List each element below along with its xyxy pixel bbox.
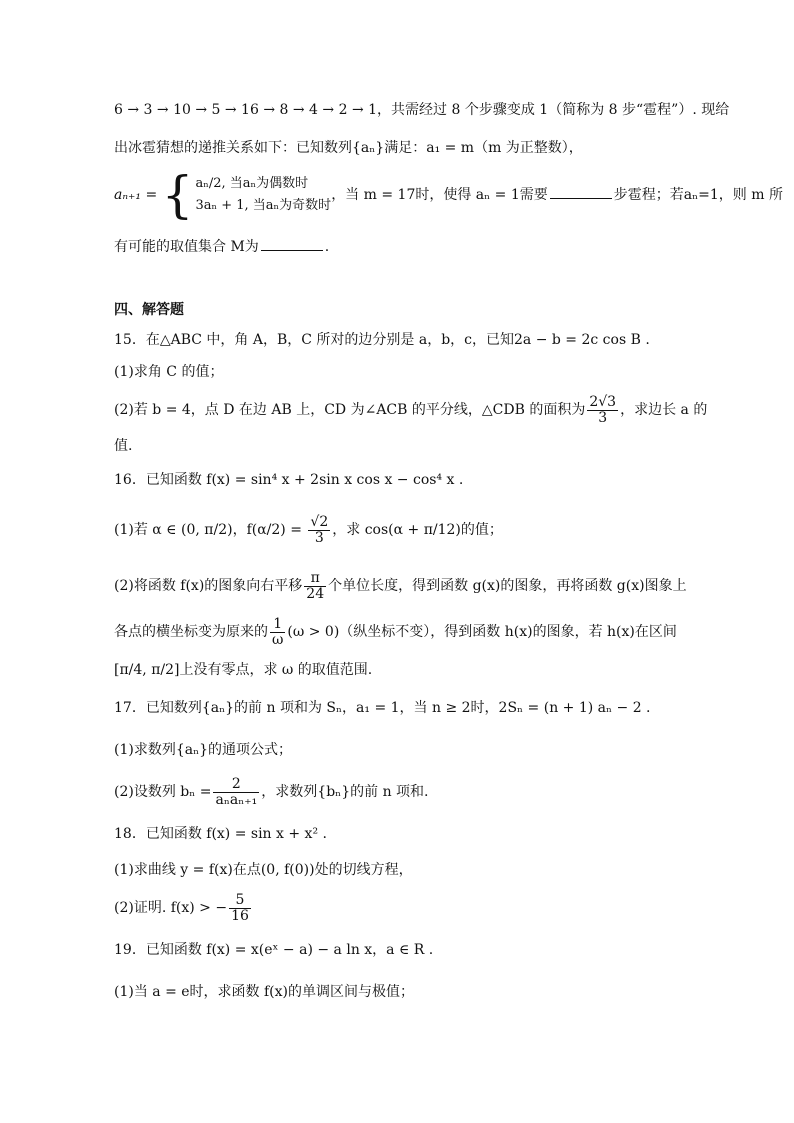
p16-value-den: 3 <box>314 529 324 546</box>
p17-fraction-num: 2 <box>213 777 259 793</box>
p16-part1-b: ，f <box>232 522 252 538</box>
recurrence-text-2: 步雹程；若aₙ=1，则 m 所 <box>613 187 783 203</box>
area-fraction-num: 2√3 <box>589 393 617 410</box>
p16-part1-arg: (α/2) <box>251 522 286 538</box>
problem-15-part-2-end: ，求边长 a 的 <box>620 402 708 418</box>
intro-line-4-text: 有可能的取值集合 M为 <box>114 239 259 255</box>
problem-17-part-1: (1)求数列{aₙ}的通项公式； <box>114 742 293 758</box>
area-fraction <box>587 395 618 426</box>
problem-18-part-1: (1)求曲线 y = f(x)在点(0, f(0))处的切线方程， <box>114 862 413 878</box>
p16-value-fraction <box>308 515 330 546</box>
p18-part2-a: (2)证明. f(x) > − <box>114 900 228 916</box>
problem-16-stem: 16．已知函数 f(x) = sin⁴ x + 2sin x cos x − cos⁴ x . <box>114 472 464 488</box>
intro-line-2: 出冰雹猜想的递推关系如下：已知数列{aₙ}满足：a₁ = m（m 为正整数）， <box>114 140 583 156</box>
p16-scale-den: ω <box>272 631 284 648</box>
problem-18-stem: 18．已知函数 f(x) = sin x + x² . <box>114 826 327 842</box>
intro-line-4-end: . <box>324 239 330 255</box>
problem-17-part-2 <box>114 772 694 812</box>
case-odd: 3aₙ + 1, 当aₙ为奇数时 <box>195 198 332 213</box>
problem-19-stem: 19．已知函数 f(x) = x(eˣ − a) − a ln x，a ∈ R . <box>114 942 434 958</box>
hailstone-sequence: 6 → 3 → 10 → 5 → 16 → 8 → 4 → 2 → 1 <box>114 102 378 118</box>
p16-part1-c: ，求 cos <box>332 522 389 538</box>
p17-part2-b: ，求数列{bₙ}的前 n 项和. <box>261 784 429 800</box>
p16-part2-c: 各点的横坐标变为原来的 <box>114 624 268 640</box>
p18-fraction-den: 16 <box>231 907 249 924</box>
answer-blank-2[interactable] <box>261 236 323 251</box>
problem-16-part-2 <box>114 566 694 606</box>
area-fraction-den: 3 <box>598 409 608 426</box>
problem-18-part-2 <box>114 888 694 928</box>
p16-part2-e: 上没有零点，求 ω 的取值范围. <box>179 662 373 678</box>
p18-fraction-num: 5 <box>229 893 251 909</box>
problem-15-stem: 15．在△ABC 中，角 A，B，C 所对的边分别是 a，b，c，已知2a − b = 2c cos B . <box>114 332 650 348</box>
problem-15-part-2-text: (2)若 b = 4，点 D 在边 AB 上，CD 为∠ACB 的平分线，△CDB 的面积为 <box>114 402 586 418</box>
problem-19-part-1: (1)当 a = e时，求函数 f(x)的单调区间与极值； <box>114 984 414 1000</box>
problem-16-part-1 <box>114 510 694 550</box>
intro-line-1-text: ，共需经过 8 个步骤变成 1（简称为 8 步“雹程”）. 现给 <box>377 102 730 118</box>
p16-part2-b: 个单位长度，得到函数 g(x)的图象，再将函数 g(x)图象上 <box>328 578 687 594</box>
intro-line-1 <box>114 100 730 120</box>
intro-line-4 <box>114 236 694 257</box>
p17-fraction <box>213 777 259 808</box>
recurrence-cases <box>195 173 331 217</box>
p16-shift-num: π <box>304 571 326 587</box>
problem-16-part-2-line-3 <box>114 660 694 680</box>
problem-15-part-2 <box>114 390 708 430</box>
p16-value-num: √2 <box>310 513 329 530</box>
p16-shift-den: 24 <box>306 585 325 602</box>
p16-part2-a: (2)将函数 f(x)的图象向右平移 <box>114 578 303 594</box>
problem-17-stem: 17．已知数列{aₙ}的前 n 项和为 Sₙ，a₁ = 1，当 n ≥ 2时，2Sₙ = (n + 1) aₙ − 2 . <box>114 700 651 716</box>
recurrence-lhs: aₙ₊₁ = <box>114 187 158 203</box>
cases-brace: { <box>161 166 194 224</box>
case-even: aₙ/2, 当aₙ为偶数时 <box>195 176 309 191</box>
problem-15-part-2-cont: 值. <box>114 438 133 454</box>
section-heading: 四、解答题 <box>114 302 184 318</box>
p16-part1-a: (1)若 α ∈ <box>114 522 177 538</box>
answer-blank-1[interactable] <box>550 184 612 199</box>
recurrence-line <box>114 166 783 224</box>
p16-part2-d: (ω > 0)（纵坐标不变），得到函数 h(x)的图象，若 h(x)在区间 <box>287 624 677 640</box>
p16-scale-num: 1 <box>270 617 285 633</box>
p16-part1-d: 的值； <box>460 522 503 538</box>
problem-15-part-1: (1)求角 C 的值； <box>114 364 224 380</box>
p16-eq: = <box>290 522 302 538</box>
p16-interval: (0, π/2) <box>181 522 233 538</box>
p16-interval-2: [π/4, π/2] <box>114 662 180 678</box>
p16-scale-fraction <box>270 617 285 648</box>
p16-shift-fraction <box>304 571 326 602</box>
recurrence-text: ，当 m = 17时，使得 aₙ = 1需要 <box>331 187 548 203</box>
problem-16-part-2-line-2 <box>114 612 694 652</box>
p18-fraction <box>229 893 251 924</box>
p17-fraction-den: aₙaₙ₊₁ <box>215 791 258 808</box>
p17-part2-a: (2)设数列 bₙ = <box>114 784 212 800</box>
p16-part1-arg2: (α + π/12) <box>388 522 461 538</box>
